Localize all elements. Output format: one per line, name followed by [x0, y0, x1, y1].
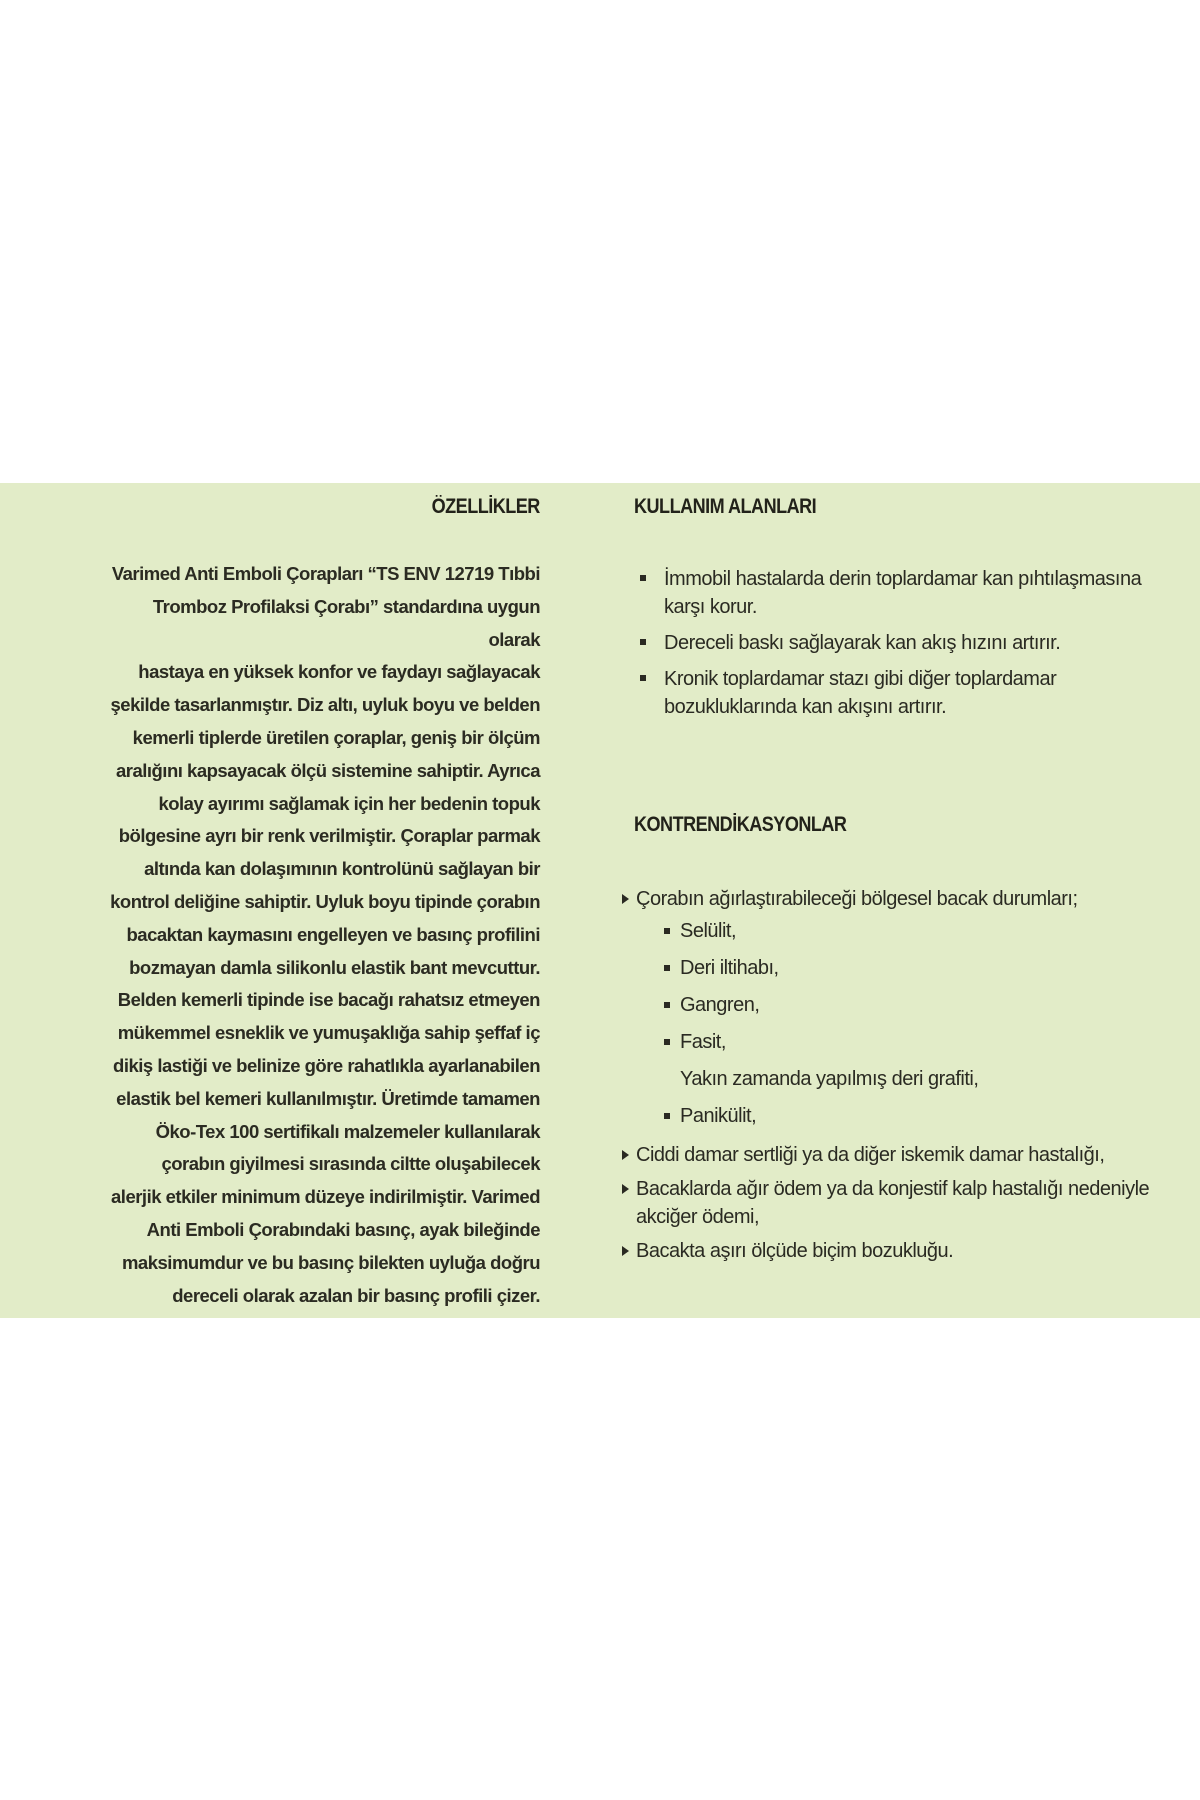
sub-list-item-text: Gangren, — [680, 994, 760, 1016]
ozellikler-title: ÖZELLİKLER — [431, 495, 540, 518]
list-item — [634, 629, 1179, 657]
ozellikler-line: bacaktan kaymasını engelleyen ve basınç profilini — [126, 923, 540, 945]
sub-list-item — [636, 1098, 1190, 1135]
square-bullet-icon — [640, 675, 646, 681]
ozellikler-line: kemerli tiplerde üretilen çoraplar, geniş bir ölçüm — [132, 726, 540, 748]
sub-list-item-text: Yakın zamanda yapılmış deri grafiti, — [680, 1068, 979, 1090]
square-bullet-icon — [664, 1039, 670, 1045]
ozellikler-line: altında kan dolaşımının kontrolünü sağlayan bir — [144, 858, 540, 880]
kullanim-title: KULLANIM ALANLARI — [634, 495, 817, 518]
sub-list-item — [636, 1024, 1190, 1061]
kontrendikasyonlar-list — [620, 885, 1190, 1265]
kontrendikasyonlar-title: KONTRENDİKASYONLAR — [634, 813, 847, 836]
ozellikler-paragraph — [100, 558, 540, 1312]
list-item-text: Kronik toplardamar stazı gibi diğer toplardamar bozukluklarında kan akışını artırır. — [664, 668, 1057, 718]
square-bullet-icon — [640, 575, 646, 581]
ozellikler-line: bozmayan damla silikonlu elastik bant mevcuttur. — [129, 956, 540, 978]
list-item-text: Bacakta aşırı ölçüde biçim bozukluğu. — [636, 1240, 954, 1262]
sub-list-item — [636, 987, 1190, 1024]
list-item — [634, 665, 1179, 721]
ozellikler-line: Öko-Tex 100 sertifikalı malzemeler kullanılarak — [155, 1120, 540, 1142]
list-item — [620, 1237, 1190, 1265]
ozellikler-line: mükemmel esneklik ve yumuşaklığa sahip şeffaf iç — [117, 1022, 540, 1044]
ozellikler-line: Belden kemerli tipinde ise bacağı rahatsız etmeyen — [117, 989, 540, 1011]
ozellikler-line: Anti Emboli Çorabındaki basınç, ayak bileğinde — [146, 1218, 540, 1240]
sub-list-item — [636, 1061, 1190, 1098]
ozellikler-line: alerjik etkiler minimum düzeye indirilmiştir. Varimed — [111, 1186, 540, 1208]
kullanim-list — [634, 565, 1179, 729]
list-item-text: Ciddi damar sertliği ya da diğer iskemik damar hastalığı, — [636, 1144, 1105, 1166]
sub-list-item-text: Panikülit, — [680, 1105, 757, 1127]
ozellikler-line: dikiş lastiği ve belinize göre rahatlıkla ayarlanabilen — [113, 1054, 540, 1076]
ozellikler-line: bölgesine ayrı bir renk verilmiştir. Çoraplar parmak — [118, 825, 540, 847]
square-bullet-icon — [664, 928, 670, 934]
ozellikler-line: maksimumdur ve bu basınç bilekten uyluğa doğru — [121, 1251, 540, 1273]
sub-list-item-text: Selülit, — [680, 920, 737, 942]
square-bullet-icon — [640, 639, 646, 645]
info-panel — [0, 483, 1200, 1318]
ozellikler-line: Tromboz Profilaksi Çorabı” standardına uygun olarak — [152, 595, 540, 650]
list-item-text: Dereceli baskı sağlayarak kan akış hızını artırır. — [664, 632, 1061, 654]
ozellikler-line: dereceli olarak azalan bir basınç profili çizer. — [172, 1284, 540, 1306]
sub-list-item-text: Fasit, — [680, 1031, 726, 1053]
triangle-bullet-icon — [622, 1184, 629, 1194]
triangle-bullet-icon — [622, 1246, 629, 1256]
sub-list-item — [636, 950, 1190, 987]
list-item-text: İmmobil hastalarda derin toplardamar kan pıhtılaşmasına karşı korur. — [664, 568, 1142, 618]
list-item — [620, 885, 1190, 1135]
ozellikler-line: şekilde tasarlanmıştır. Diz altı, uyluk boyu ve belden — [110, 694, 540, 716]
ozellikler-line: kontrol deliğine sahiptir. Uyluk boyu tipinde çorabın — [110, 890, 540, 912]
list-item — [634, 565, 1179, 621]
triangle-bullet-icon — [622, 894, 629, 904]
ozellikler-line: hastaya en yüksek konfor ve faydayı sağlayacak — [138, 661, 540, 683]
list-item — [620, 1141, 1190, 1169]
ozellikler-line: elastik bel kemeri kullanılmıştır. Üretimde tamamen — [116, 1087, 540, 1109]
square-bullet-icon — [664, 1113, 670, 1119]
ozellikler-line: çorabın giyilmesi sırasında ciltte oluşabilecek — [161, 1153, 540, 1175]
square-bullet-icon — [664, 965, 670, 971]
sub-list-item — [636, 913, 1190, 950]
condition-sublist — [636, 913, 1190, 1135]
list-item-text: Bacaklarda ağır ödem ya da konjestif kalp hastalığı nedeniyle akciğer ödemi, — [636, 1178, 1150, 1228]
list-item-text: Çorabın ağırlaştırabileceği bölgesel bacak durumları; — [636, 888, 1078, 910]
ozellikler-line: Varimed Anti Emboli Çorapları “TS ENV 12719 Tıbbi — [111, 563, 540, 584]
ozellikler-line: aralığını kapsayacak ölçü sistemine sahiptir. Ayrıca — [115, 759, 540, 781]
triangle-bullet-icon — [622, 1150, 629, 1160]
list-item — [620, 1175, 1190, 1231]
square-bullet-icon — [664, 1002, 670, 1008]
ozellikler-line: kolay ayırımı sağlamak için her bedenin topuk — [158, 792, 540, 814]
sub-list-item-text: Deri iltihabı, — [680, 957, 779, 979]
